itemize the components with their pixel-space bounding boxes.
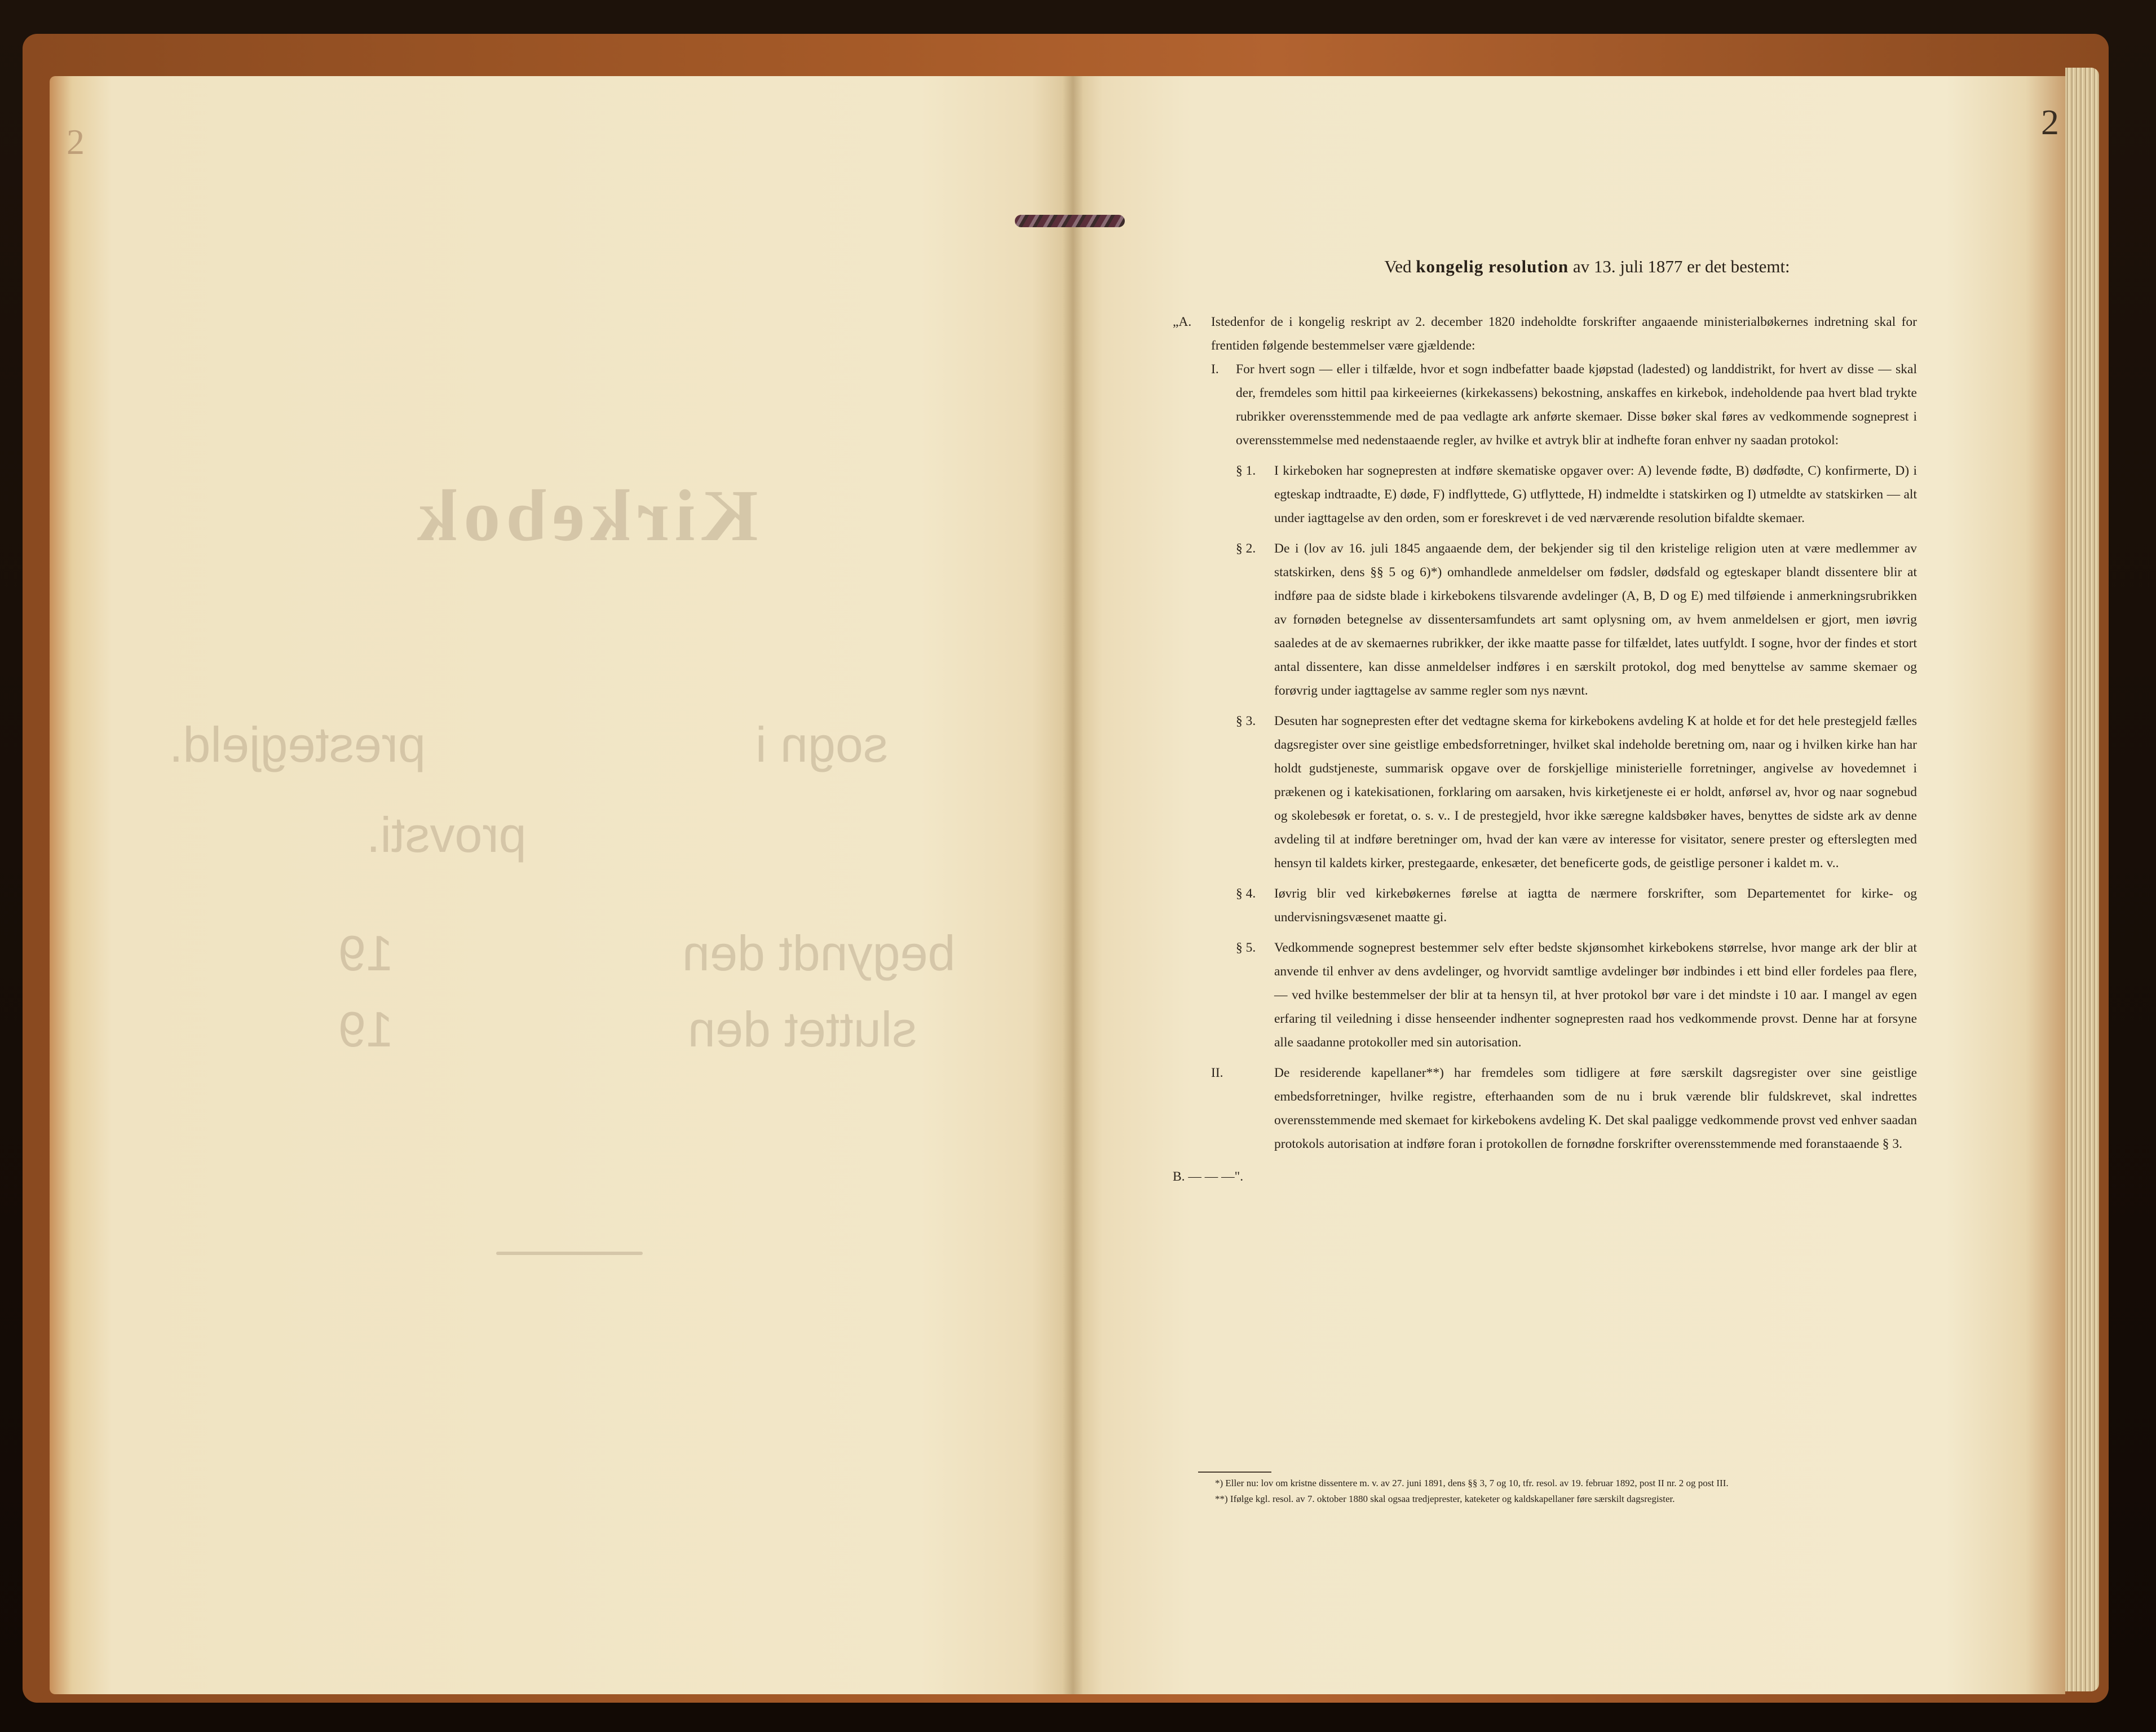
- ghost-prestegjeld: prestegjeld.: [169, 717, 426, 772]
- section-2: [1236, 537, 1917, 702]
- ghost-year-1: 19: [338, 925, 394, 981]
- ghost-divider: [496, 1252, 643, 1255]
- paragraph-item-1: [1211, 357, 1917, 452]
- section-4: [1236, 882, 1917, 929]
- footnote-2: **) Ifølge kgl. resol. av 7. oktober 1880 skal ogsaa tredjeprester, kateketer og kaldskapellaner føre særskilt dagsregister.: [1215, 1494, 1675, 1504]
- ghost-year-2: 19: [338, 1001, 394, 1057]
- heading-prefix: Ved: [1384, 257, 1412, 276]
- ghost-sluttet: sluttet den: [688, 1001, 917, 1057]
- page-heading: [1190, 257, 1985, 277]
- section-1-text: I kirkeboken har sognepresten at indføre skematiske opgaver over: A) levende fødte, B) dødfødte, C) konfirmerte, D) i egteskap indtraadte, E) døde, F) indflyttede, G) utflyttede, H) indmeldte i statskirken og I) utmeldte av statskirken — alt under iagttagelse av den orden, som er foreskrevet i de ved nærværende resolution bifaldte skemaer.: [1274, 463, 1917, 525]
- section-3-label: § 3.: [1236, 714, 1256, 728]
- section-2-label: § 2.: [1236, 541, 1256, 556]
- left-page: [50, 76, 1073, 1694]
- footnotes: [1215, 1477, 1919, 1509]
- section-5-label: § 5.: [1236, 940, 1256, 955]
- section-2-text: De i (lov av 16. juli 1845 angaaende dem, der bekjender sig til den kristelige religion uten at være medlemmer av statskirken, dens §§ 5 og 6)*) omhandlede anmeldelser om fødsler, dødsfald og egteskaper blandt dissentere blir at indføre paa de sidste blade i kirkebokens tilsvarende avdelinger (A, B, D og E) med tilføiende i anmerkningsrubrikken av fornøden betegnelse av dissentersamfundets art samt oplysning om, av hvem anmeldelsen er gjort, men iøvrig saaledes at de av skemaernes rubrikker, der ikke maatte passe for tilfældet, lates uutfyldt. I sogne, hvor der findes et stort antal dissentere, kan disse anmeldelser indføres i en særskilt protokol, dog med benyttelse av samme skemaer og forøvrig under iagttagelse av samme regler som nys nævnt.: [1274, 541, 1917, 698]
- ghost-provsti: provsti.: [366, 807, 527, 863]
- section-4-text: Iøvrig blir ved kirkebøkernes førelse at iagtta de nærmere forskrifter, som Departementet for kirke- og undervisningsvæsenet maatte gi.: [1274, 886, 1917, 925]
- section-1: [1236, 459, 1917, 530]
- book-gutter: [1063, 76, 1083, 1694]
- heading-bold: kongelig resolution: [1416, 257, 1569, 276]
- left-edge-note: 2: [67, 122, 85, 162]
- section-5: [1236, 936, 1917, 1054]
- item1-text: For hvert sogn — eller i tilfælde, hvor et sogn indbefatter baade kjøpstad (ladested) og landdistrikt, for hvert av disse — skal der, fremdeles som hittil paa kirkeeiernes (kirkekassens) bekostning, anskaffes en kirkebok, indeholdende paa hvert blad trykte rubrikker overensstemmende med de paa vedlagte ark anførte skemaer. Disse bøker skal føres av vedkommende sogneprest i overensstemmelse med nedenstaaende regler, av hvilke et avtryk blir at indhefte foran enhver ny saadan protokol:: [1236, 362, 1917, 448]
- paragraph-intro: [1173, 310, 1917, 357]
- item1-label: I.: [1211, 362, 1219, 377]
- bookmark-ribbon: [1015, 215, 1125, 227]
- section-1-label: § 1.: [1236, 463, 1256, 478]
- section-5-text: Vedkommende sogneprest bestemmer selv efter bedste skjønsomhet kirkebokens størrelse, hvor mange ark der blir at anvende til enhver av dens avdelinger, og hvorvidt samtlige avdelinger bør indbindes i ett bind eller fordeles paa flere, — ved hvilke bestemmelser der blir at ta hensyn til, at hver protokol bør vare i det mindste i 10 aar. I mangel av egen erfaring til veiledning i disse henseender indhenter sognepresten raad hos vedkommende provst. Denne har at forsyne alle saadanne protokoller med sin autorisation.: [1274, 940, 1917, 1050]
- paragraph-item-2: [1211, 1061, 1917, 1156]
- section-3-text: Desuten har sognepresten efter det vedtagne skema for kirkebokens avdeling K at holde et for det hele prestegjeld fælles dagsregister over sine geistlige embedsforretninger, hvilket skal indeholde beretning om, naar og i hvilken kirke han har holdt gudstjeneste, summarisk opgave over de forskjellige ministerielle forretninger, angivelse av hovedemnet i prækenen og i katekisationen, forklaring om aarsaken, hvis kirketjeneste ei er holdt, anførsel av, hvor og naar sognebud og skolebesøk er foretat, o. s. v.. I de prestegjeld, hvor ikke særegne kaldsbøker haves, benyttes de sidste ark av denne avdeling til at indføre beretninger om, hvad der kan være av interesse for visitator, senere prester og efterslegten med hensyn til kaldets kirker, prestegaarde, enkesæter, det beneficerte gods, de geistlige personer i kaldet m. v..: [1274, 714, 1917, 871]
- resolution-body: [1173, 310, 1917, 1188]
- footnote-1: *) Eller nu: lov om kristne dissentere m. v. av 27. juni 1891, dens §§ 3, 7 og 10, tfr. resol. av 19. februar 1892, post II nr. 2 og post III.: [1215, 1478, 1729, 1488]
- heading-suffix: av 13. juli 1877 er det bestemt:: [1572, 257, 1790, 276]
- ghost-sogn: sogn i: [756, 717, 888, 772]
- section-3: [1236, 709, 1917, 875]
- item2-label: II.: [1211, 1066, 1223, 1080]
- ghost-title: Kirkebok: [412, 475, 758, 556]
- closing-line: B. — — —".: [1173, 1169, 1244, 1184]
- footnote-divider: [1198, 1472, 1271, 1473]
- section-4-label: § 4.: [1236, 886, 1256, 901]
- intro-text: Istedenfor de i kongelig reskript av 2. december 1820 indeholdte forskrifter angaaende ministerialbøkernes indretning skal for frentiden følgende bestemmelser være gjældende:: [1211, 315, 1917, 353]
- page-number: 2: [2041, 102, 2059, 142]
- page-edges: [2065, 68, 2099, 1691]
- item2-text: De residerende kapellaner**) har fremdeles som tidligere at føre særskilt dagsregister over sine geistlige embedsforretninger, hvilke registre, efterhaanden som de nu i bruk værende blir fuldskrevet, skal indrettes overensstemmende med skemaet for kirkebokens avdeling K. Det skal paaligge vedkommende provst ved enhver saadan protokols autorisation at indføre foran i protokollen de fornødne forskrifter overensstemmende med foranstaaende § 3.: [1274, 1066, 1917, 1151]
- intro-label: „A.: [1173, 315, 1192, 329]
- ghost-begyndt: begyndt den: [682, 925, 956, 981]
